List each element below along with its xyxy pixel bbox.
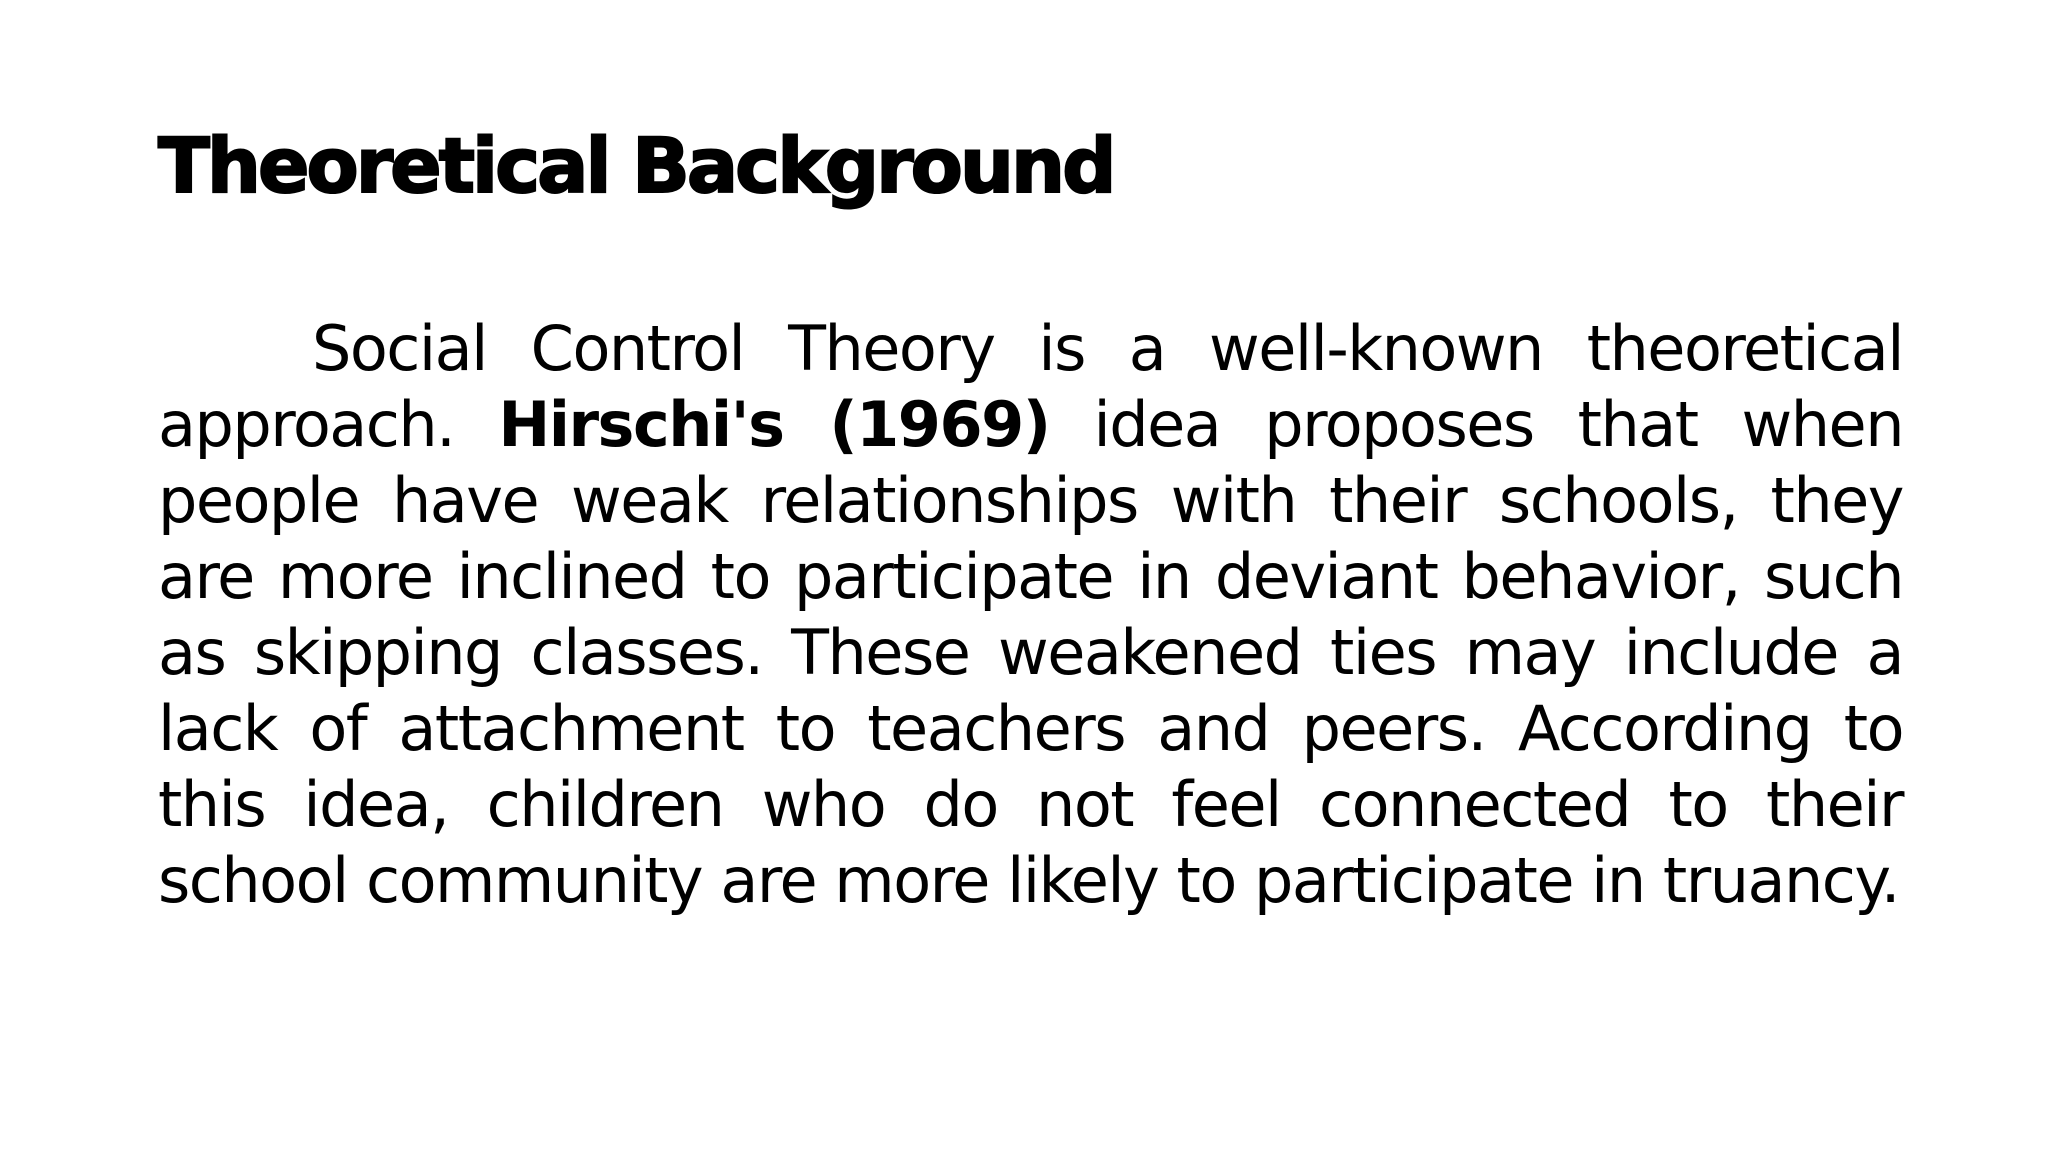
citation-bold: Hirschi's (1969) <box>498 388 1050 461</box>
slide-title: Theoretical Background <box>158 121 1114 210</box>
paragraph-text-intro: Social Control Theory is a well-known theoretical approach. <box>158 312 1903 461</box>
paragraph-text-main: idea proposes that when people have weak relationships with their schools, they are more inclined to participate in deviant behavior, such as skipping classes. These weakened ties may include a lack of attachment to teachers and peers. According to this idea, children who do not feel connected to their school community are more likely to participate in truancy. <box>158 388 1903 917</box>
body-paragraph <box>158 311 1903 919</box>
